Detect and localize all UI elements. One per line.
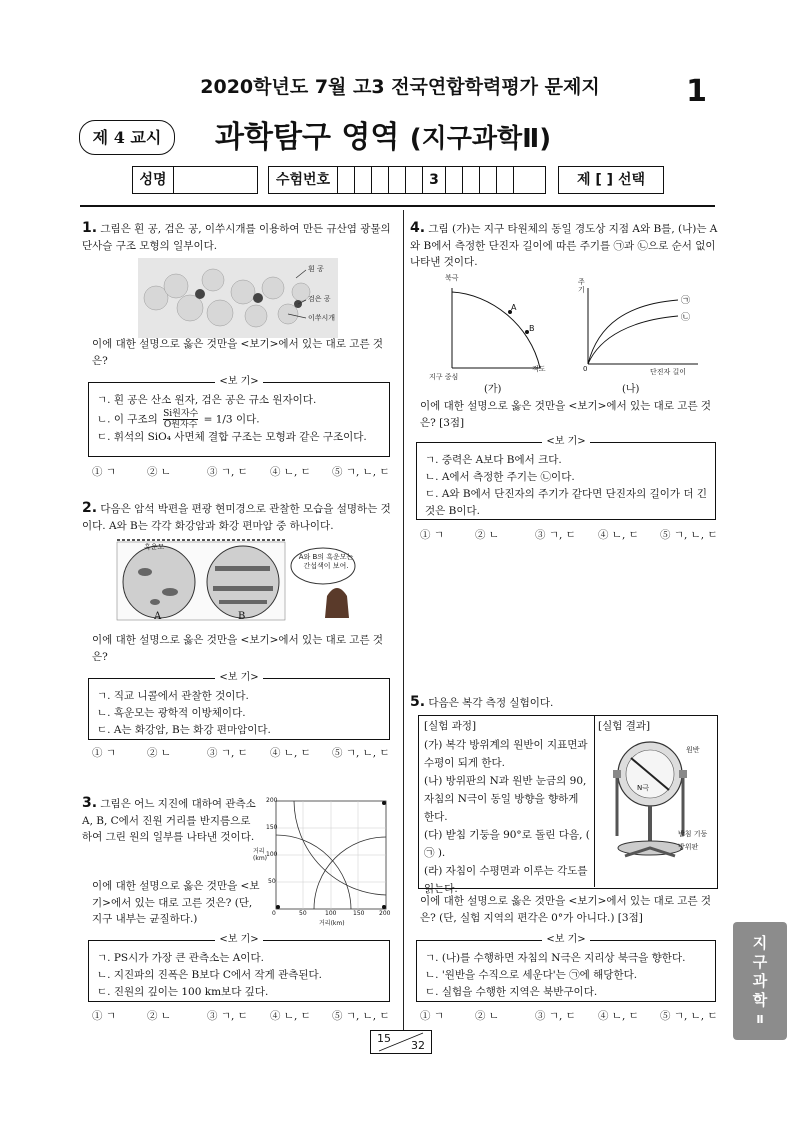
choice-3[interactable]: ③ ㄱ, ㄷ: [535, 529, 576, 541]
q5-bogi-c: ㄷ. 실험을 수행한 지역은 북반구이다.: [425, 986, 598, 998]
q4-period-label: 주기: [578, 278, 585, 294]
q3-text: [82, 795, 258, 846]
select-box[interactable]: 제 [ ] 선택: [558, 166, 664, 194]
side-tab-char: Ⅱ: [756, 1013, 764, 1026]
q2-choices: [92, 745, 392, 761]
q5-dip-compass: [605, 736, 710, 884]
choice-1[interactable]: ① ㄱ: [420, 1010, 444, 1022]
q1-number: 1.: [82, 220, 98, 236]
exam-digit-cell[interactable]: [446, 167, 463, 193]
choice-2[interactable]: ② ㄴ: [147, 747, 171, 759]
q4-stem: 그림 (가)는 지구 타원체의 동일 경도상 지점 A와 B를, (나)는 A와 B에서 측정한 단진자 길이에 따른 주기를 ㉠과 ㉡으로 순서 없이 나타낸 것이다.: [410, 223, 718, 268]
exam-digit-cell[interactable]: [372, 167, 389, 193]
exam-digit-cell[interactable]: [463, 167, 480, 193]
choice-4[interactable]: ④ ㄴ, ㄷ: [270, 747, 311, 759]
q1-fraction-value: = 1/3: [203, 413, 233, 426]
q3-ytick-100: 100: [266, 851, 278, 858]
bogi-title: <보 기>: [542, 436, 589, 447]
column-separator: [403, 210, 404, 1030]
choice-1[interactable]: ① ㄱ: [92, 466, 116, 478]
q5-box-divider: [594, 715, 595, 887]
q3-bogi-a: ㄱ. PS시가 가장 큰 관측소는 A이다.: [97, 952, 264, 964]
q4-bogi-c: ㄷ. A와 B에서 단진자의 주기가 같다면 단진자의 길이가 더 긴 것은 B이다.: [425, 488, 707, 517]
q2-stem: 다음은 암석 박편을 편광 현미경으로 관찰한 모습을 설명하는 것이다. A와 B는 각각 화강암과 화강 편마암 중 하나이다.: [82, 503, 391, 532]
q4-text: [410, 220, 718, 271]
choice-4[interactable]: ④ ㄴ, ㄷ: [598, 1010, 639, 1022]
q3-epicenter-plot: [264, 795, 400, 927]
q5-bogi-a: ㄱ. (나)를 수행하면 자침의 N극은 지리상 북극을 향한다.: [425, 952, 686, 964]
choice-4[interactable]: ④ ㄴ, ㄷ: [270, 466, 311, 478]
q2-label-b: B: [238, 611, 246, 622]
q5-ask: 이에 대한 설명으로 옳은 것만을 <보기>에서 있는 대로 고른 것은? (단, 실험 지역의 편각은 0°가 아니다.) [3점]: [420, 895, 712, 924]
q3-ytick-50: 50: [268, 878, 276, 885]
q4-equator: 적도: [532, 365, 546, 373]
q5-step-d: (라) 자침이 수평면과 이루는 각도를 읽는다.: [424, 865, 588, 895]
choice-1[interactable]: ① ㄱ: [92, 1010, 116, 1022]
subject-main: 과학탐구 영역: [215, 120, 400, 155]
q2-ask: 이에 대한 설명으로 옳은 것만을 <보기>에서 있는 대로 고른 것은?: [92, 634, 384, 663]
q2-bogi-b: ㄴ. 흑운모는 광학적 이방체이다.: [97, 707, 246, 719]
q3-bogi: [88, 934, 390, 1002]
bogi-title: <보 기>: [215, 672, 262, 683]
q4-point-b: B: [529, 324, 535, 333]
q3-xtick-50: 50: [299, 910, 307, 917]
q4-ask: 이에 대한 설명으로 옳은 것만을 <보기>에서 있는 대로 고른 것은? [3점]: [420, 400, 712, 429]
q4-bogi-b: ㄴ. A에서 측정한 주기는 ㉡이다.: [425, 471, 575, 483]
exam-number-label: 수험번호: [269, 167, 338, 193]
q1-fraction: [163, 409, 198, 430]
choice-3[interactable]: ③ ㄱ, ㄷ: [207, 747, 248, 759]
q3-number: 3.: [82, 795, 98, 811]
session-badge: 제 4 교시: [79, 120, 175, 155]
q5-steps: [424, 736, 590, 898]
choice-5[interactable]: ⑤ ㄱ, ㄴ, ㄷ: [660, 1010, 718, 1022]
subject-side-tab: [733, 922, 787, 1040]
q1-text: [82, 220, 392, 254]
q3-xlabel: 거리(km): [319, 920, 345, 927]
choice-3[interactable]: ③ ㄱ, ㄷ: [535, 1010, 576, 1022]
q3-bogi-b: ㄴ. 지진파의 진폭은 B보다 C에서 작게 관측된다.: [97, 969, 323, 981]
bogi-title: <보 기>: [542, 934, 589, 945]
q5-label-plate: 방위판: [678, 843, 699, 851]
q2-text: [82, 500, 392, 534]
q5-label-disc: 원반: [686, 746, 700, 754]
q4-length-label: 단진자 길이: [650, 368, 687, 376]
side-tab-char: 학: [752, 991, 768, 1009]
name-field[interactable]: [174, 167, 256, 193]
q4-fig-na: (나): [622, 384, 640, 395]
page-current: 15: [377, 1032, 391, 1045]
choice-3[interactable]: ③ ㄱ, ㄷ: [207, 1010, 248, 1022]
q5-label-npole: N극: [637, 784, 649, 792]
q1-bogi-c: ㄷ. 휘석의 SiO₄ 사면체 결합 구조는 모형과 같은 구조이다.: [97, 431, 367, 443]
page-total: 32: [411, 1039, 425, 1052]
bogi-title: <보 기>: [215, 934, 262, 945]
side-tab-char: 지: [752, 934, 768, 952]
name-label: 성명: [133, 167, 174, 193]
q1-bogi: [88, 376, 390, 457]
exam-title: 2020학년도 7월 고3 전국연합학력평가 문제지: [200, 76, 600, 98]
q3-ask: 이에 대한 설명으로 옳은 것만을 <보기>에서 있는 대로 고른 것은? (단, 지구 내부는 균질하다.): [92, 880, 260, 925]
q3-xtick-200: 200: [379, 910, 391, 917]
q5-bogi-b: ㄴ. '원반을 수직으로 세운다'는 ㉠에 해당한다.: [425, 969, 638, 981]
q5-label-pillar: 받침 기둥: [678, 830, 708, 838]
choice-1[interactable]: ① ㄱ: [420, 529, 444, 541]
side-tab-char: 과: [752, 972, 768, 990]
q4-number: 4.: [410, 220, 426, 236]
q1-ask: 이에 대한 설명으로 옳은 것만을 <보기>에서 있는 대로 고른 것은?: [92, 338, 384, 367]
q1-bogi-b-text: ㄴ. 이 구조의: [97, 413, 158, 426]
q5-proc-title: [실험 과정]: [424, 720, 477, 732]
q1-label-white: 흰 공: [308, 265, 324, 273]
choice-2[interactable]: ② ㄴ: [475, 529, 499, 541]
exam-digit-cell[interactable]: [497, 167, 514, 193]
choice-1[interactable]: ① ㄱ: [92, 747, 116, 759]
q3-ytick-200: 200: [266, 797, 278, 804]
q2-bogi: [88, 672, 390, 740]
exam-digit-cell[interactable]: [389, 167, 406, 193]
q2-bogi-c: ㄷ. A는 화강암, B는 화강 편마암이다.: [97, 724, 271, 736]
exam-number-box: [268, 166, 546, 194]
q5-step-c: (다) 받침 기둥을 90°로 돌린 다음, ( ㉠ ).: [424, 829, 590, 859]
q4-origin: 0: [583, 365, 588, 373]
q2-number: 2.: [82, 500, 98, 516]
name-box: [132, 166, 258, 194]
q3-bogi-c: ㄷ. 진원의 깊이는 100 km보다 깊다.: [97, 986, 269, 998]
q4-curve-1: ㉠: [681, 296, 691, 306]
choice-3[interactable]: ③ ㄱ, ㄷ: [207, 466, 248, 478]
q1-label-toothpick: 이쑤시개: [308, 314, 336, 322]
q1-stem: 그림은 흰 공, 검은 공, 이쑤시개를 이용하여 만든 규산염 광물의 단사슬 구조 모형의 일부이다.: [82, 223, 391, 252]
exam-digit-cell[interactable]: [406, 167, 423, 193]
exam-digit-fixed: 3: [423, 167, 446, 193]
q2-bogi-a: ㄱ. 직교 니콜에서 관찰한 것이다.: [97, 690, 249, 702]
q2-label-biotite: 흑운모: [144, 543, 165, 551]
choice-2[interactable]: ② ㄴ: [147, 466, 171, 478]
q4-earth-center: 지구 중심: [429, 373, 459, 381]
q1-bogi-a: ㄱ. 흰 공은 산소 원자, 검은 공은 규소 원자이다.: [97, 394, 317, 406]
exam-digit-cell[interactable]: [480, 167, 497, 193]
q1-bogi-b-end: 이다.: [235, 413, 260, 426]
choice-4[interactable]: ④ ㄴ, ㄷ: [270, 1010, 311, 1022]
q4-choices: [420, 527, 720, 543]
q5-text: [410, 694, 718, 712]
q5-result-title: [실험 결과]: [598, 720, 651, 732]
choice-4[interactable]: ④ ㄴ, ㄷ: [598, 529, 639, 541]
q4-bogi-a: ㄱ. 중력은 A보다 B에서 크다.: [425, 454, 562, 466]
exam-digit-cell[interactable]: [514, 167, 543, 193]
q3-xtick-150: 150: [353, 910, 365, 917]
page-indicator: [370, 1030, 432, 1054]
subject-title: [215, 112, 551, 156]
q1-fraction-den: O원자수: [163, 420, 198, 430]
q5-stem: 다음은 복각 측정 실험이다.: [428, 697, 554, 709]
q4-fig-ga: (가): [484, 384, 502, 395]
bogi-title: <보 기>: [215, 376, 262, 387]
q4-north-pole: 북극: [445, 274, 459, 282]
q3-ytick-150: 150: [266, 824, 278, 831]
q2-speech: A와 B의 흑운모는 간섭색이 보여.: [298, 553, 354, 570]
q1-bogi-b: [97, 409, 381, 429]
choice-5[interactable]: ⑤ ㄱ, ㄴ, ㄷ: [660, 529, 718, 541]
page-number: 1: [686, 74, 707, 109]
choice-2[interactable]: ② ㄴ: [475, 1010, 499, 1022]
header-rule: [80, 205, 715, 207]
q4-point-a: A: [511, 303, 517, 312]
q5-step-a: (가) 복각 방위계의 원반이 지표면과 수평이 되게 한다.: [424, 739, 588, 769]
q3-xtick-100: 100: [325, 910, 337, 917]
q4-bogi: [416, 436, 716, 520]
q3-stem: 그림은 어느 지진에 대하여 관측소 A, B, C에서 진원 거리를 반지름으로 하여 그린 원의 일부를 나타낸 것이다.: [82, 798, 256, 843]
exam-digit-cell[interactable]: [338, 167, 355, 193]
q5-choices: [420, 1008, 720, 1024]
q3-xtick-0: 0: [272, 910, 276, 917]
q5-number: 5.: [410, 694, 426, 710]
q2-label-a: A: [154, 611, 162, 622]
q1-choices: [92, 464, 392, 480]
choice-2[interactable]: ② ㄴ: [147, 1010, 171, 1022]
q1-fraction-num: Si원자수: [163, 409, 199, 419]
q3-ylabel: 거리(km): [253, 848, 268, 862]
q5-step-b: (나) 방위판의 N과 원반 눈금의 90, 자침의 N극이 동일 방향을 향하게 한다.: [424, 775, 587, 823]
q4-curve-2: ㉡: [681, 313, 691, 323]
choice-5[interactable]: ⑤ ㄱ, ㄴ, ㄷ: [332, 747, 390, 759]
q3-choices: [92, 1008, 392, 1024]
choice-5[interactable]: ⑤ ㄱ, ㄴ, ㄷ: [332, 466, 390, 478]
q5-bogi: [416, 934, 716, 1002]
subject-sub: (지구과학Ⅱ): [409, 124, 552, 154]
exam-digit-cell[interactable]: [355, 167, 372, 193]
side-tab-char: 구: [752, 953, 768, 971]
choice-5[interactable]: ⑤ ㄱ, ㄴ, ㄷ: [332, 1010, 390, 1022]
q1-label-black: 검은 공: [308, 295, 331, 303]
